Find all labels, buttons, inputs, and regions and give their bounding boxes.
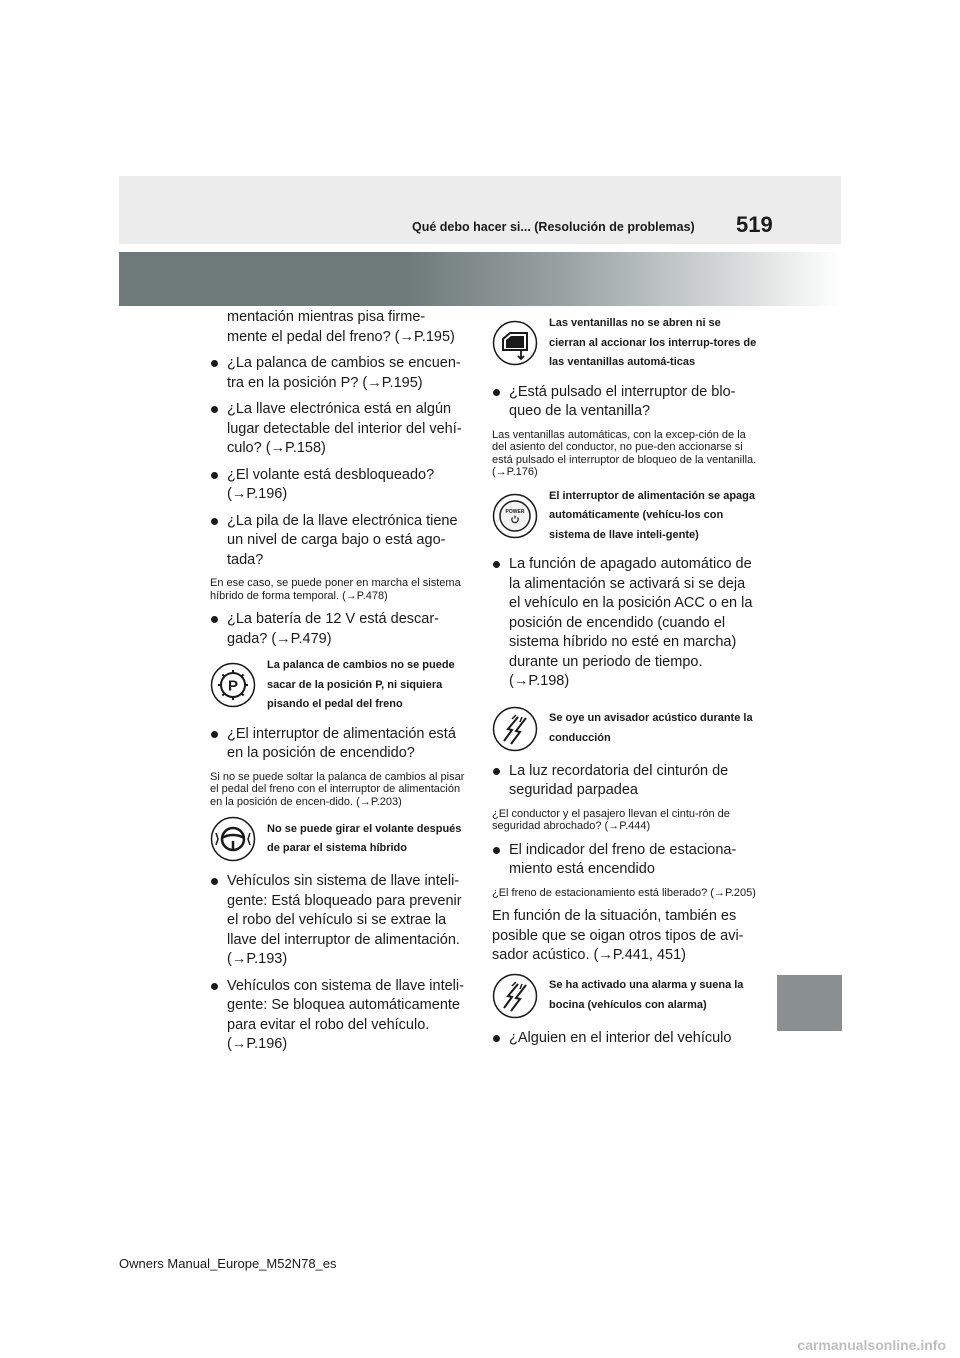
shift-lock-gear-icon [210,662,256,708]
list-item: ¿La pila de la llave electrónica tiene un nivel de carga bajo o está ago-tada? [210,512,465,571]
callout-warning-buzzer [492,706,757,752]
list-item: Vehículos con sistema de llave inteli-gente: Se bloquea automáticamente para evitar el robo del vehículo. (→P.196) [210,977,465,1055]
page-number: 519 [736,212,773,237]
list-item: La función de apagado automático de la alimentación se activará si se deja el vehículo en la posición ACC o en la posición de encendido (cuando el sistema híbrido no esté en marcha) durante un periodo de tiempo. (→P.198) [492,555,757,692]
callout-title: La palanca de cambios no se puede sacar de la posición P, ni siquiera pisando el pedal del freno [267,659,455,710]
sound-alert-icon [492,706,538,752]
callout-windows [492,314,757,373]
paragraph-continuation: mentación mientras pisa firme-mente el pedal del freno? (→P.195) [227,309,455,345]
list-item: ¿El volante está desbloqueado? (→P.196) [210,466,465,505]
chapter-tab [777,975,842,1031]
callout-title: No se puede girar el volante después de parar el sistema híbrido [267,822,462,854]
callout-power-switch [492,487,757,546]
list-item: ¿Está pulsado el interruptor de blo-queo de la ventanilla? [492,383,757,422]
list-item: ¿Alguien en el interior del vehículo [492,1029,757,1049]
list-item: ¿La palanca de cambios se encuen-tra en la posición P? (→P.195) [210,354,465,393]
paragraph: En función de la situación, también es posible que se oigan otros tipos de avi-sador acústico. (→P.441, 451) [492,908,744,963]
footer-doc-id: Owners Manual_Europe_M52N78_es [119,1256,337,1271]
list-item: ¿El interruptor de alimentación está en la posición de encendido? [210,725,465,764]
section-title: Qué debo hacer si... (Resolución de problemas) [412,220,695,234]
list-item: El indicador del freno de estaciona-miento está encendido [492,841,757,880]
callout-steering-wheel [210,816,465,862]
power-label: POWER [505,508,525,515]
callout-shift-lever [210,656,465,715]
right-column [492,308,757,1055]
callout-title: Se oye un avisador acústico durante la conducción [549,712,753,744]
list-item: Vehículos sin sistema de llave inteli-gente: Está bloqueado para prevenir el robo del vehículo si se extrae la llave del interruptor de alimentación. (→P.193) [210,872,465,970]
note-text: En ese caso, se puede poner en marcha el sistema híbrido de forma temporal. (→P.478) [210,577,461,602]
alarm-alert-icon [492,973,538,1019]
callout-title: El interruptor de alimentación se apaga automáticamente (vehícu-los con sistema de llave inteli-gente) [549,489,755,541]
note-text: Las ventanillas automáticas, con la excep-ción de la del asiento del conductor, no pue-den accionarse si está pulsado el interruptor de bloqueo de la ventanilla. (→P.176) [492,428,757,478]
list-item: La luz recordatoria del cinturón de seguridad parpadea [492,762,757,801]
callout-alarm [492,973,757,1019]
list-item: ¿La llave electrónica está en algún lugar detectable del interior del vehí-culo? (→P.158) [210,400,465,459]
callout-title: Las ventanillas no se abren ni se cierran al accionar los interrup-tores de las ventanillas automá-ticas [549,317,757,368]
svg-text:P: P [227,677,239,695]
note-text: Si no se puede soltar la palanca de cambios al pisar el pedal del freno con el interruptor de alimentación en la posición de encen-dido. (→P.203) [210,770,465,808]
left-column [210,308,465,1062]
note-text: ¿El freno de estacionamiento está liberado? (→P.205) [492,886,756,899]
steering-lock-icon [210,816,256,862]
power-button-icon [492,493,538,539]
callout-title: Se ha activado una alarma y suena la bocina (vehículos con alarma) [549,979,744,1011]
watermark: carmanualsonline.info [797,1337,946,1353]
header-gradient-band [119,252,841,306]
list-item: ¿La batería de 12 V está descar-gada? (→P.479) [210,610,465,649]
note-text: ¿El conductor y el pasajero llevan el cintu-rón de seguridad abrochado? (→P.444) [492,807,730,832]
power-window-icon [492,320,538,366]
